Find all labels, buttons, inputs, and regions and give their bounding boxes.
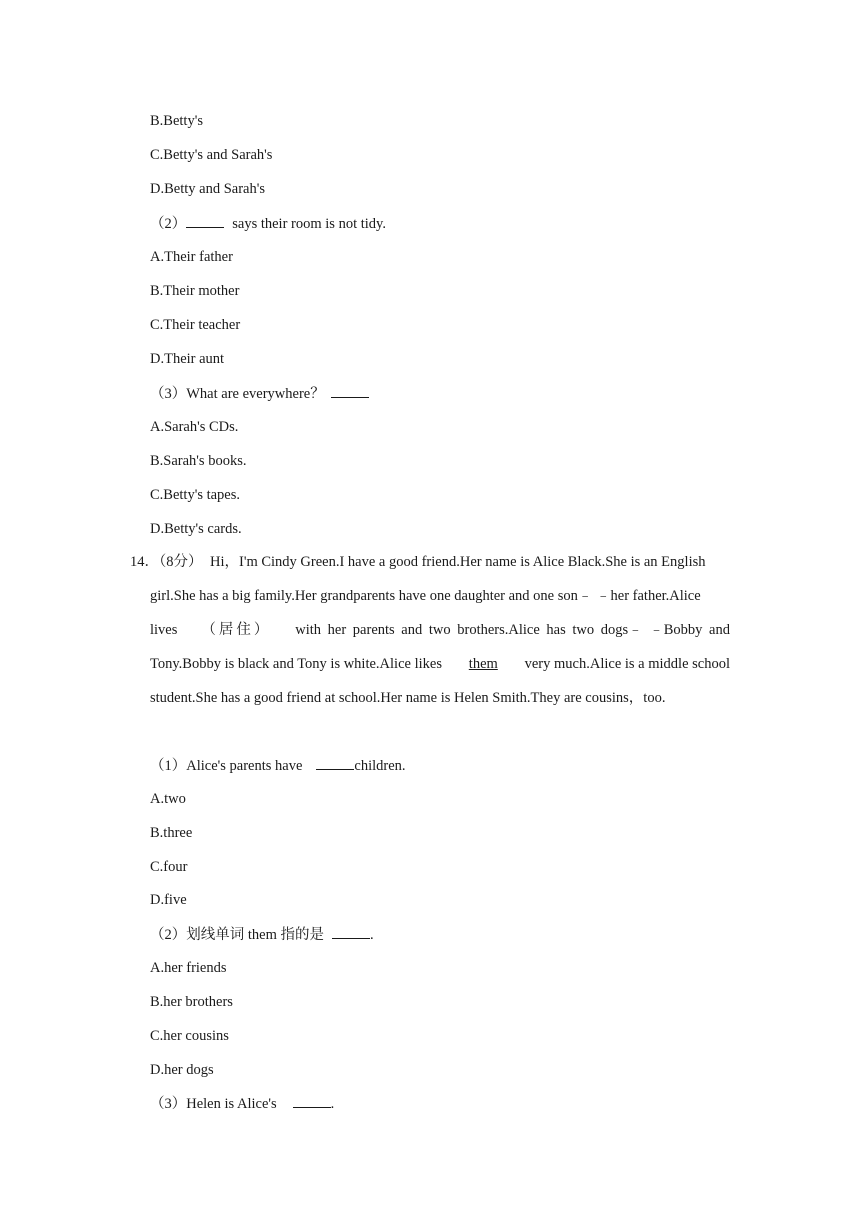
q14-sub3-stem <box>150 1093 334 1114</box>
q14-sub3-prefix: （3） <box>150 1096 187 1112</box>
q13-sub1-option-c: C.Betty's and Sarah's <box>150 147 273 163</box>
q14-sub2-option-b: B.her brothers <box>150 994 233 1010</box>
answer-blank <box>186 213 224 228</box>
q14-sub1-option-c: C.four <box>150 859 188 875</box>
q14-passage-line-4 <box>150 654 730 674</box>
q14-sub2-prefix: （2） <box>150 927 187 943</box>
q14-points: （8分） <box>159 554 203 570</box>
q13-sub2-option-d: D.Their aunt <box>150 351 225 367</box>
q14-passage-line-3-gloss: （居住） <box>201 622 272 638</box>
q14-sub2-text: 划线单词 them 指的是 <box>186 927 324 943</box>
q14-passage-line-1: Hi，I'm Cindy Green.I have a good friend.Her name is Alice Black.She is an English <box>210 554 706 570</box>
q13-sub3-text: What are everywhere？ <box>186 386 325 402</box>
q14-sub2-stem <box>150 924 374 945</box>
q13-sub2-text: says their room is not tidy. <box>232 216 386 232</box>
answer-blank <box>331 383 369 398</box>
q13-sub3-prefix: （3） <box>150 386 187 402</box>
q14-sub1-option-d: D.five <box>150 892 187 908</box>
q14-passage-line-3-part-c: with her parents and two brothers.Alice has two dogs﹣ ﹣Bobby and <box>295 622 730 638</box>
q14-sub1-stem <box>150 755 406 776</box>
q13-sub2-option-c: C.Their teacher <box>150 317 241 333</box>
q13-sub1-option-d: D.Betty and Sarah's <box>150 181 265 197</box>
q14-sub1-text: Alice's parents have <box>186 758 303 774</box>
q13-sub2-stem <box>150 213 386 234</box>
q14-header <box>130 552 203 572</box>
q13-sub2-option-b: B.Their mother <box>150 283 240 299</box>
q14-sub1-text-after: children. <box>354 758 406 774</box>
q14-passage-line-4-part-a: Tony.Bobby is black and Tony is white.Alice likes <box>150 656 442 672</box>
q14-sub1-prefix: （1） <box>150 758 187 774</box>
q14-passage-line-2: girl.She has a big family.Her grandparents have one daughter and one son﹣ ﹣her father.Alice <box>150 588 701 604</box>
q14-sub2-option-c: C.her cousins <box>150 1028 229 1044</box>
q14-passage-line-3 <box>150 620 730 640</box>
q13-sub1-option-b: B.Betty's <box>150 113 203 129</box>
q14-passage-line-3-part-a: lives <box>150 622 178 638</box>
q14-passage-line-4-part-b: very much.Alice is a middle school <box>524 656 730 672</box>
q13-sub3-stem <box>150 383 369 404</box>
q14-sub1-option-a: A.two <box>150 791 186 807</box>
q13-sub3-option-a: A.Sarah's CDs. <box>150 419 239 435</box>
q14-sub3-text: Helen is Alice's <box>186 1096 277 1112</box>
answer-blank <box>316 755 354 770</box>
q13-sub3-option-c: C.Betty's tapes. <box>150 487 241 503</box>
q14-number: 14． <box>130 554 159 570</box>
q14-passage-line-5: student.She has a good friend at school.Her name is Helen Smith.They are cousins，too. <box>150 690 666 706</box>
q13-sub2-prefix: （2） <box>150 216 187 232</box>
q14-sub1-option-b: B.three <box>150 825 193 841</box>
q14-sub3-text-after: . <box>330 1096 335 1112</box>
q14-sub2-option-a: A.her friends <box>150 960 227 976</box>
q13-sub3-option-b: B.Sarah's books. <box>150 453 247 469</box>
answer-blank <box>332 924 370 939</box>
answer-blank <box>293 1093 331 1108</box>
q13-sub2-option-a: A.Their father <box>150 249 233 265</box>
q14-sub2-option-d: D.her dogs <box>150 1062 214 1078</box>
q13-sub3-option-d: D.Betty's cards. <box>150 521 242 537</box>
q14-passage-underlined-word: them <box>468 656 498 672</box>
q14-sub2-text-after: . <box>370 927 374 943</box>
